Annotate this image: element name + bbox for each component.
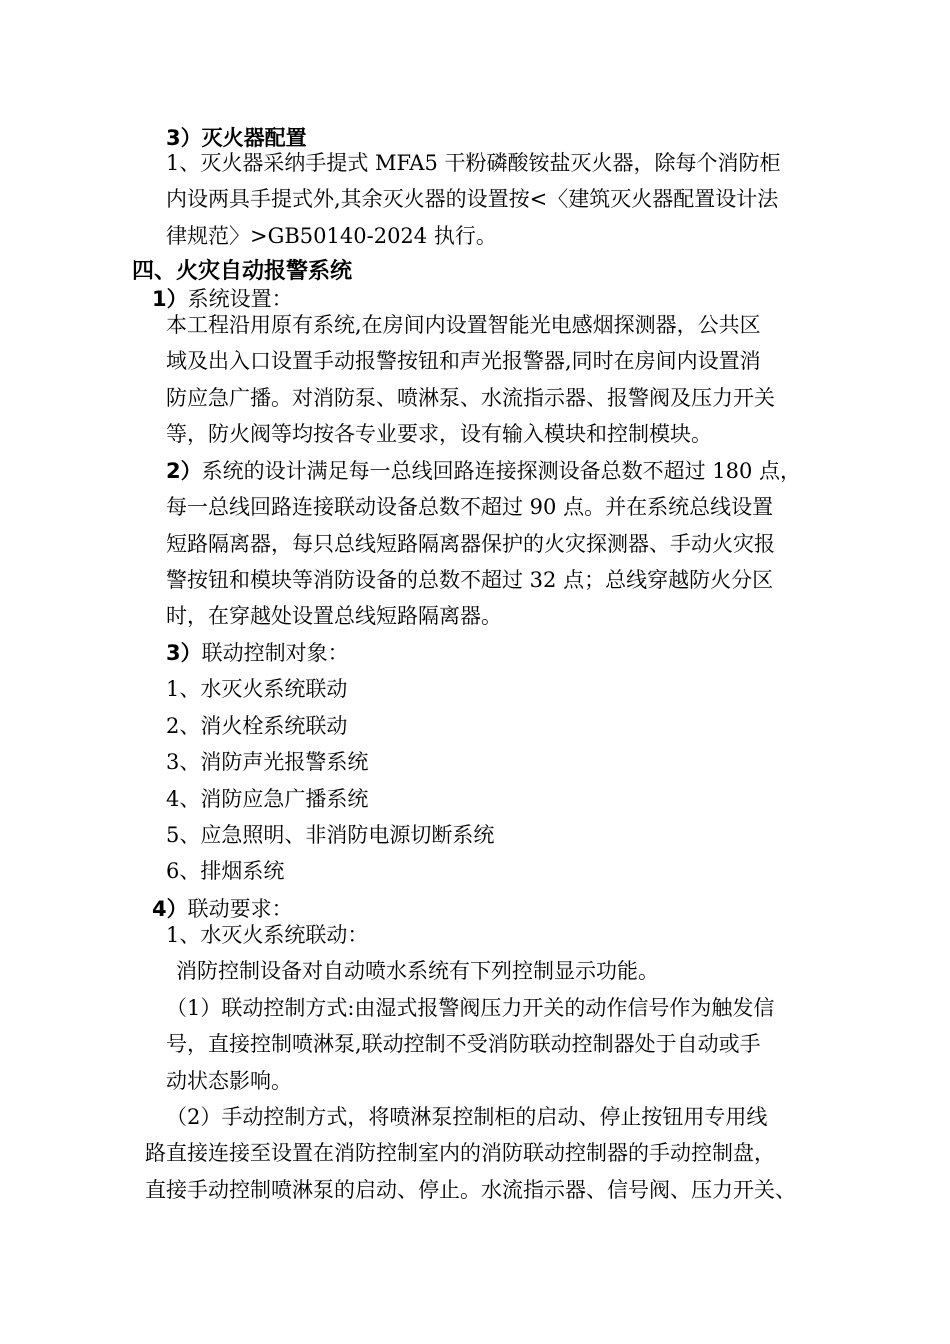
section-heading-fire-extinguisher <box>166 125 307 151</box>
paragraph-line: （1）联动控制方式:由湿式报警阀压力开关的动作信号作为触发信 <box>166 996 775 1020</box>
paragraph-line: 直接手动控制喷淋泵的启动、停止。水流指示器、信号阀、压力开关、 <box>145 1178 796 1202</box>
subsection-number: 3） <box>166 641 202 665</box>
paragraph-line: 消防控制设备对自动喷水系统有下列控制显示功能。 <box>176 959 659 983</box>
paragraph-line-numbered <box>166 458 801 484</box>
paragraph-line: 防应急广播。对消防泵、喷淋泵、水流指示器、报警阀及压力开关 <box>166 386 775 410</box>
list-item: 1、水灭火系统联动 <box>166 677 348 701</box>
list-item: 5、应急照明、非消防电源切断系统 <box>166 823 495 847</box>
paragraph-line: 内设两具手提式外,其余灭火器的设置按<〈建筑灭火器配置设计法 <box>166 187 779 211</box>
heading-number: 3） <box>166 126 202 150</box>
paragraph-line: 本工程沿用原有系统,在房间内设置智能光电感烟探测器，公共区 <box>166 313 761 337</box>
list-item: 3、消防声光报警系统 <box>166 750 369 774</box>
paragraph-line: （2）手动控制方式，将喷淋泵控制柜的启动、停止按钮用专用线 <box>166 1105 768 1129</box>
subsection-heading-system-setup <box>152 286 293 312</box>
paragraph-line: 警按钮和模块等消防设备的总数不超过 32 点；总线穿越防火分区 <box>166 568 774 592</box>
subsection-title: 联动控制对象： <box>201 641 349 665</box>
list-item: 4、消防应急广播系统 <box>166 787 369 811</box>
paragraph-line: 路直接连接至设置在消防控制室内的消防联动控制器的手动控制盘， <box>145 1141 775 1165</box>
subsection-title: 系统设置： <box>187 287 293 311</box>
subsection-heading-linkage-requirements <box>152 896 293 922</box>
paragraph-line: 短路隔离器，每只总线短路隔离器保护的火灾探测器、手动火灾报 <box>166 532 775 556</box>
subsection-title: 联动要求： <box>187 897 293 921</box>
paragraph-line: 域及出入口设置手动报警按钮和声光报警器,同时在房间内设置消 <box>166 349 761 373</box>
paragraph-line: 每一总线回路连接联动设备总数不超过 90 点。并在系统总线设置 <box>166 495 774 519</box>
list-item: 2、消火栓系统联动 <box>166 714 348 738</box>
list-item: 1、水灭火系统联动： <box>166 923 369 947</box>
paragraph-text: 系统的设计满足每一总线回路连接探测设备总数不超过 180 点， <box>201 459 802 483</box>
heading-text: 灭火器配置 <box>201 125 307 150</box>
list-item: 6、排烟系统 <box>166 859 285 883</box>
subsection-heading-linkage-objects <box>166 640 349 666</box>
paragraph-line: 律规范〉>GB50140-2024 执行。 <box>166 224 497 248</box>
paragraph-line: 等，防火阀等均按各专业要求，设有输入模块和控制模块。 <box>166 422 712 446</box>
paragraph-line: 动状态影响。 <box>166 1069 292 1093</box>
subsection-number: 4） <box>152 897 188 921</box>
paragraph-line: 时，在穿越处设置总线短路隔离器。 <box>166 604 502 628</box>
chapter-heading: 四、火灾自动报警系统 <box>132 259 353 284</box>
paragraph-line: 号，直接控制喷淋泵,联动控制不受消防联动控制器处于自动或手 <box>166 1032 761 1056</box>
subsection-number: 1） <box>152 287 188 311</box>
paragraph-line: 1、灭火器采纳手提式 MFA5 干粉磷酸铵盐灭火器，除每个消防柜 <box>166 151 781 175</box>
subsection-number: 2） <box>166 459 202 483</box>
